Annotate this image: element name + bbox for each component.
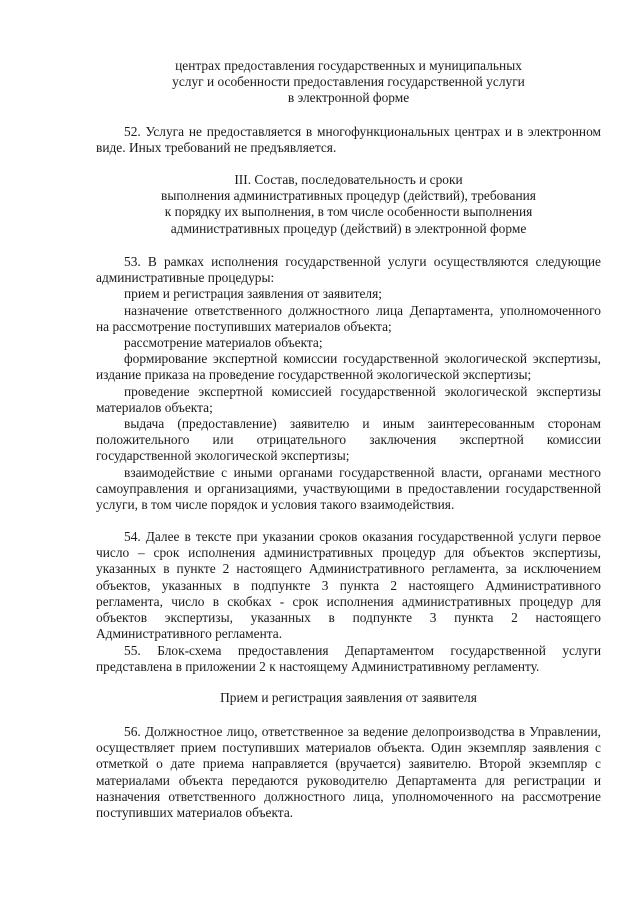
paragraph-55	[96, 643, 601, 675]
subsection-heading-text: Прием и регистрация заявления от заявителя	[220, 690, 477, 705]
procedure-item: взаимодействие с иными органами государственной власти, органами местного самоуправления и организациями, участвующими в предоставлении государственной услуги, в том числе порядок и условия такого взаимодействия.	[96, 464, 601, 513]
section-heading-line: административных процедур (действий) в электронной форме	[170, 220, 527, 236]
procedure-item: формирование экспертной комиссии государственной экологической экспертизы, издание приказа на проведение государственной экологической экспертизы;	[96, 351, 601, 383]
paragraph-56	[96, 724, 601, 821]
section-3-heading	[96, 172, 601, 237]
paragraph-52	[96, 124, 601, 156]
section-heading-line: выполнения административных процедур (действий), требования	[161, 188, 536, 204]
paragraph-54-text: 54. Далее в тексте при указании сроков оказания государственной услуги первое число – срок исполнения административных процедур для объектов экспертизы, указанных в пункте 2 настоящего Административного регламента, за исключением объектов, указанных в подпункте 3 пункта 2 настоящего Административного регламента, число в скобках - срок исполнения административных процедур для объектов экспертизы, указанных в подпункте 3 пункта 2 настоящего Административного регламента.	[96, 529, 601, 642]
paragraph-54	[96, 529, 601, 642]
top-heading-line: центрах предоставления государственных и муниципальных	[175, 58, 522, 73]
section-heading-line: III. Состав, последовательность и сроки	[234, 172, 463, 187]
subsection-heading	[96, 690, 601, 706]
paragraph-55-text: 55. Блок-схема предоставления Департаментом государственной услуги представлена в приложении 2 к настоящему Административному регламенту.	[96, 643, 601, 675]
top-heading-line: услуг и особенности предоставления государственной услуги	[172, 74, 525, 90]
paragraph-52-text: 52. Услуга не предоставляется в многофункциональных центрах и в электронном виде. Иных требований не предъявляется.	[96, 124, 601, 156]
procedure-item: прием и регистрация заявления от заявителя;	[124, 286, 382, 302]
top-heading-line: в электронной форме	[287, 90, 410, 106]
procedure-item: выдача (предоставление) заявителю и иным заинтересованным сторонам положительного или отрицательного заключения экспертной комиссии государственной экологической экспертизы;	[96, 416, 601, 464]
paragraph-56-text: 56. Должностное лицо, ответственное за ведение делопроизводства в Управлении, осуществляет прием поступивших материалов объекта. Один экземпляр заявления с отметкой о дате приема направляется (вручается) заявителю. Второй экземпляр с материалами объекта передаются руководителю Департамента для регистрации и назначения ответственного должностного лица, уполномоченного на рассмотрение поступивших материалов объекта.	[96, 724, 601, 821]
section-heading-line: к порядку их выполнения, в том числе особенности выполнения	[164, 204, 533, 220]
procedure-item: рассмотрение материалов объекта;	[124, 335, 323, 351]
paragraph-53	[96, 254, 601, 513]
paragraph-53-intro: 53. В рамках исполнения государственной услуги осуществляются следующие административные процедуры:	[96, 254, 601, 286]
procedure-item: назначение ответственного должностного лица Департамента, уполномоченного на рассмотрение поступивших материалов объекта;	[96, 302, 601, 334]
procedure-item: проведение экспертной комиссией государственной экологической экспертизы материалов объекта;	[96, 383, 601, 415]
top-heading	[96, 58, 601, 107]
